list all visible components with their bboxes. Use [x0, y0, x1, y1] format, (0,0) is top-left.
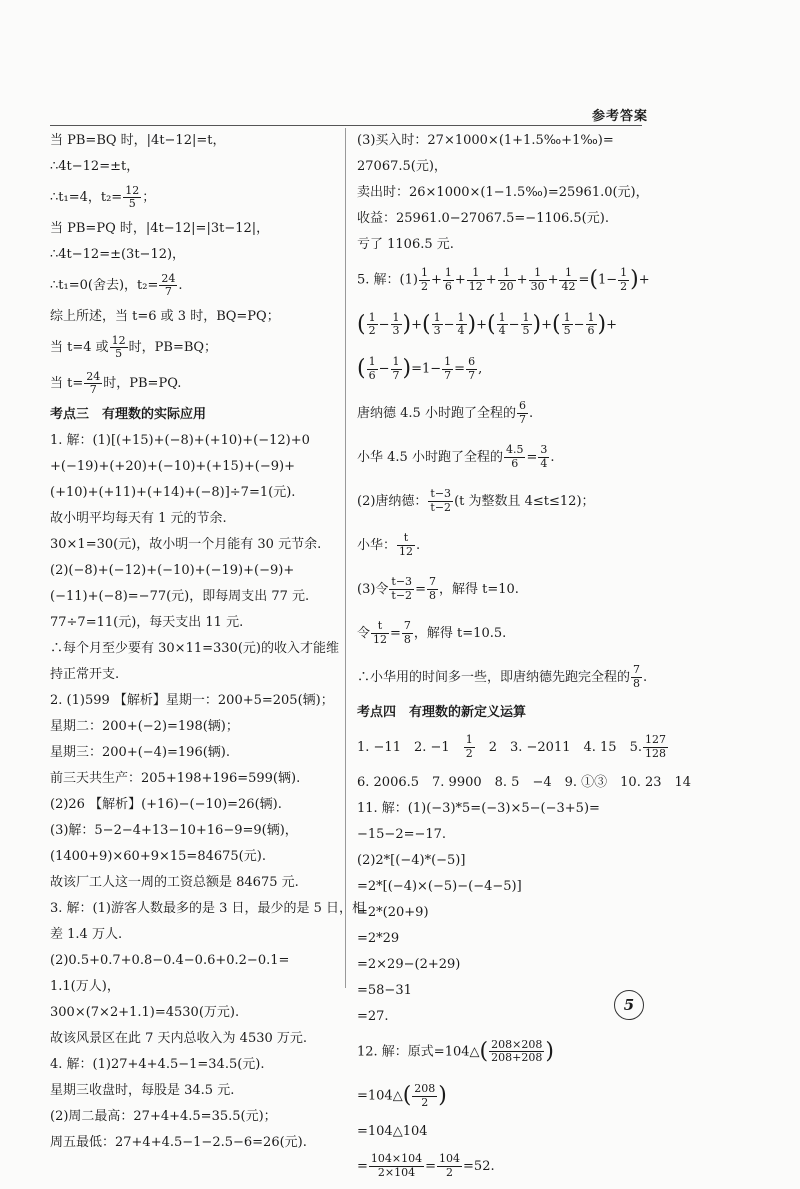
- text-line: 持正常开支.: [50, 667, 120, 682]
- text-line: 2. (1)599 【解析】星期一：200+5=205(辆)；: [50, 693, 334, 708]
- text-line: 当 t=4 或 $\frac{12}{5}$ 时，PB=BQ；: [50, 333, 218, 360]
- text-line: 小华： $\frac{t}{12}$ .: [357, 531, 421, 558]
- page-number: 5: [614, 990, 644, 1020]
- right-column: [357, 128, 692, 1189]
- text-line: 周五最低：27+4+4.5−1−2.5−6=26(元).: [50, 1135, 307, 1150]
- text-line: 故该厂工人这一周的工资总额是 84675 元.: [50, 875, 299, 890]
- text-line: =104△104: [357, 1123, 428, 1139]
- text-line: (2)周二最高：27+4+4.5=35.5(元)；: [50, 1109, 277, 1124]
- text-line: (2)唐纳德： $\frac{t-3}{t-2}$ (t 为整数且 4≤t≤12)；: [357, 487, 595, 514]
- math-line: = $\frac{104\times 104}{2\times 104}$ = $\frac{104}{2}$ =52.: [357, 1152, 495, 1179]
- text-line: 300×(7×2+1.1)=4530(万元).: [50, 1005, 240, 1020]
- text-line: 当 PB=PQ 时，|4t−12|=|3t−12|，: [50, 221, 270, 236]
- text-line: =2×29−(2+29): [357, 956, 461, 972]
- fraction: $\frac{24}{7}$: [161, 271, 176, 298]
- fraction: $\frac{12}{5}$: [111, 333, 126, 360]
- text-line: 小华 4.5 小时跑了全程的 $\frac{4.5}{6}$ = $\frac{3}{4}$ .: [357, 443, 555, 470]
- text-line: =2*29: [357, 930, 400, 946]
- text-line: 卖出时：26×1000×(1−1.5‰)=25961.0(元)，: [357, 185, 649, 200]
- text-line: 4. 解：(1)27+4+4.5−1=34.5(元).: [50, 1057, 265, 1072]
- fraction: $\frac{24}{7}$: [86, 369, 101, 396]
- text-line: ∴4t−12=±(3t−12)，: [50, 247, 186, 262]
- math-line: ( $\frac{1}{6}$ − $\frac{1}{7}$ )=1− $\frac{1}{7}$ = $\frac{6}{7}$ ,: [357, 355, 483, 382]
- math-line: 5. 解：(1) $\frac{1}{2}$ + $\frac{1}{6}$ + $\frac{1}{12}$ + $\frac{1}{20}$ + $\frac{1}{30}$ + $\frac{1}{42}$ =(1− $\frac{1}{2}$ )+: [357, 266, 650, 293]
- text-line: (2)2*[(−4)*(−5)]: [357, 852, 466, 868]
- text-line: −15−2=−17.: [357, 826, 447, 842]
- text-line: (−11)+(−8)=−77(元)，即每周支出 77 元.: [50, 589, 310, 604]
- math-line: 12. 解：原式=104△( $\frac{208\times 208}{208+208}$ ): [357, 1037, 554, 1064]
- text-line: =27.: [357, 1008, 389, 1024]
- text-line: 星期三收盘时，每股是 34.5 元.: [50, 1083, 235, 1098]
- text-line: 收益：25961.0−27067.5=−1106.5(元).: [357, 211, 609, 226]
- text-line: (3)买入时：27×1000×(1+1.5‰+1‰)=: [357, 133, 614, 148]
- fraction: $\frac{12}{5}$: [125, 183, 140, 210]
- text-line: 星期三：200+(−4)=196(辆).: [50, 745, 230, 760]
- header-rule: [50, 125, 642, 126]
- text-line: 星期二：200+(−2)=198(辆)；: [50, 719, 239, 734]
- text-line: 亏了 1106.5 元.: [357, 237, 454, 252]
- text-line: ∴小华用的时间多一些，即唐纳德先跑完全程的 $\frac{7}{8}$ .: [357, 663, 648, 690]
- text-line: 综上所述，当 t=6 或 3 时，BQ=PQ；: [50, 309, 280, 324]
- text-line: 6. 2006.5 7. 9900 8. 5 −4 9. ①③ 10. 23 14: [357, 774, 692, 790]
- text-line: (2)0.5+0.7+0.8−0.4−0.6+0.2−0.1=: [50, 953, 290, 968]
- text-line: ∴t₁=4，t₂= $\frac{12}{5}$ ；: [50, 183, 156, 210]
- text-line: ∴每个月至少要有 30×11=330(元)的收入才能维: [50, 641, 339, 656]
- text-line: ∴4t−12=±t，: [50, 159, 140, 174]
- left-column: [50, 128, 366, 1156]
- text-line: 唐纳德 4.5 小时跑了全程的 $\frac{6}{7}$ .: [357, 399, 534, 426]
- section-heading: 考点三 有理数的实际应用: [50, 407, 207, 422]
- text-line: 当 t= $\frac{24}{7}$ 时，PB=PQ.: [50, 369, 182, 396]
- text-line: +(−19)+(+20)+(−10)+(+15)+(−9)+: [50, 459, 295, 474]
- text-line: 故小明平均每天有 1 元的节余.: [50, 511, 227, 526]
- text-line: (+10)+(+11)+(+14)+(−8)]÷7=1(元).: [50, 485, 296, 500]
- text-line: 故该风景区在此 7 天内总收入为 4530 万元.: [50, 1031, 308, 1046]
- column-divider: [345, 128, 346, 988]
- text-line: 当 PB=BQ 时，|4t−12|=t，: [50, 133, 226, 148]
- text-line: 11. 解：(1)(−3)*5=(−3)×5−(−3+5)=: [357, 800, 600, 816]
- text-line: 30×1=30(元)，故小明一个月能有 30 元节余.: [50, 537, 322, 552]
- text-line: (2)(−8)+(−12)+(−10)+(−19)+(−9)+: [50, 563, 295, 578]
- text-line: (3)令 $\frac{t-3}{t-2}$ = $\frac{7}{8}$ ，解得 t=10.: [357, 575, 519, 602]
- section-heading: 考点四 有理数的新定义运算: [357, 704, 527, 720]
- text-line: =2*(20+9): [357, 904, 429, 920]
- text-line: 27067.5(元)，: [357, 159, 447, 174]
- text-line: =58−31: [357, 982, 412, 998]
- text-line: (1400+9)×60+9×15=84675(元).: [50, 849, 266, 864]
- text-line: 前三天共生产：205+198+196=599(辆).: [50, 771, 301, 786]
- text-line: 1.1(万人)，: [50, 979, 120, 994]
- math-line: =104△( $\frac{208}{2}$ ): [357, 1082, 447, 1109]
- text-line: ∴t₁=0(舍去)，t₂= $\frac{24}{7}$ .: [50, 271, 183, 298]
- text-line: (3)解：5−2−4+13−10+16−9=9(辆)，: [50, 823, 298, 838]
- text-line: 差 1.4 万人.: [50, 927, 123, 942]
- text-line: 令 $\frac{t}{12}$ = $\frac{7}{8}$ ，解得 t=10.5.: [357, 619, 507, 646]
- text-line: 77÷7=11(元)，每天支出 11 元.: [50, 615, 244, 630]
- header-label: 参考答案: [592, 109, 649, 124]
- text-line: 3. 解：(1)游客人数最多的是 3 日，最少的是 5 日，相: [50, 901, 366, 916]
- text-line: 1. −11 2. −1 $\frac{1}{2}$ 2 3. −2011 4. 15 5. $\frac{127}{128}$: [357, 733, 666, 760]
- math-line: ( $\frac{1}{2}$ − $\frac{1}{3}$ )+( $\frac{1}{3}$ − $\frac{1}{4}$ )+( $\frac{1}{4}$ − $\frac{1}{5}$ )+( $\frac{1}{5}$ − $\frac{1}{6}$ )+: [357, 310, 617, 337]
- text-line: (2)26 【解析】(+16)−(−10)=26(辆).: [50, 797, 282, 812]
- text-line: 1. 解：(1)[(+15)+(−8)+(+10)+(−12)+0: [50, 433, 310, 448]
- text-line: =2*[(−4)×(−5)−(−4−5)]: [357, 878, 522, 894]
